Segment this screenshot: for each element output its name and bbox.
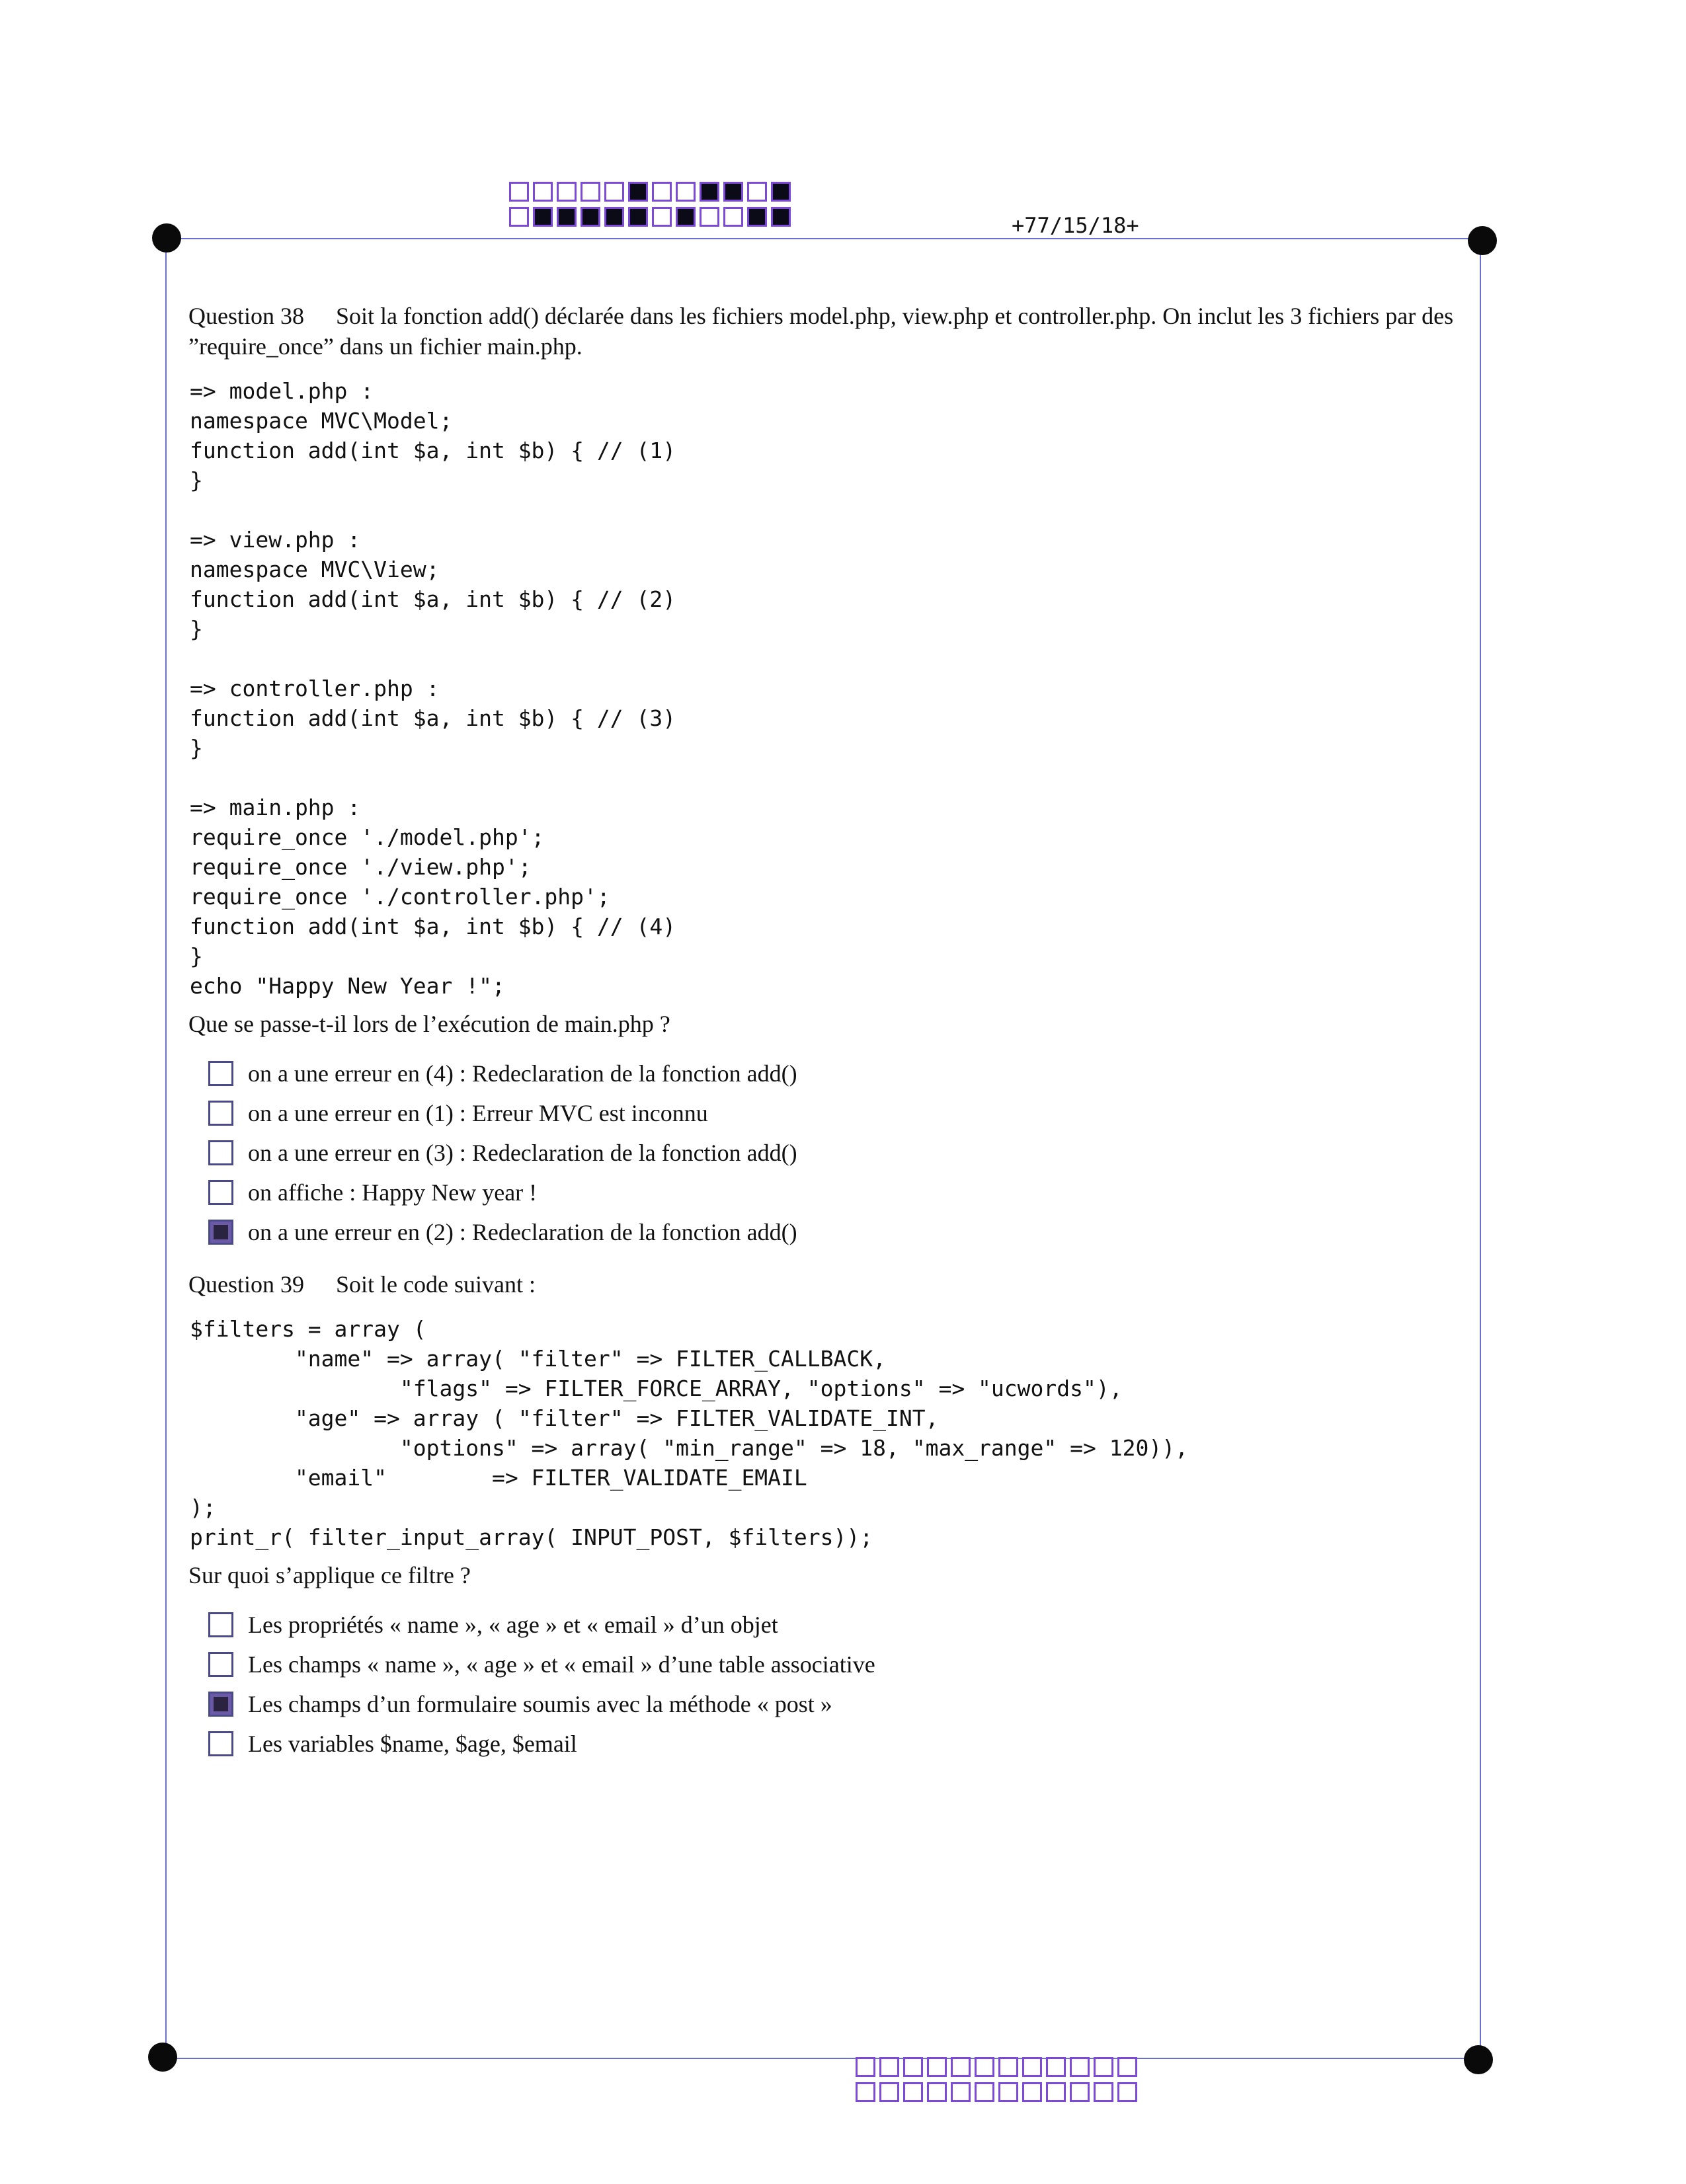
barcode-cell	[700, 182, 719, 202]
code-line: => view.php :	[190, 527, 361, 553]
answer-label: on a une erreur en (4) : Redeclaration de la fonction add()	[248, 1060, 797, 1087]
answer-option[interactable]	[208, 1133, 1474, 1173]
barcode-cell	[1094, 2057, 1113, 2077]
barcode-cell	[676, 182, 696, 202]
answer-checkbox[interactable]	[208, 1731, 233, 1756]
code-line: print_r( filter_input_array( INPUT_POST, $filters));	[190, 1524, 873, 1550]
answer-checkbox[interactable]	[208, 1652, 233, 1677]
barcode-cell	[1022, 2057, 1042, 2077]
barcode-row	[509, 182, 795, 202]
answer-label: Les champs « name », « age » et « email » d’une table associative	[248, 1651, 875, 1678]
barcode-row	[509, 207, 795, 227]
answer-checkbox[interactable]	[208, 1140, 233, 1165]
answer-option[interactable]	[208, 1093, 1474, 1133]
code-line: "flags" => FILTER_FORCE_ARRAY, "options" => "ucwords"),	[190, 1376, 1123, 1401]
answer-checkbox[interactable]	[208, 1612, 233, 1637]
answer-option[interactable]	[208, 1173, 1474, 1212]
barcode-cell	[652, 207, 672, 227]
code-line: => main.php :	[190, 795, 361, 820]
barcode-cell	[856, 2082, 875, 2102]
code-block	[190, 376, 1474, 1001]
answer-list	[188, 1054, 1474, 1252]
code-line: );	[190, 1495, 216, 1520]
questions-area	[188, 301, 1474, 1772]
barcode-cell	[856, 2057, 875, 2077]
barcode-cell	[747, 207, 767, 227]
answer-option[interactable]	[208, 1212, 1474, 1252]
code-line	[190, 495, 1474, 525]
answer-label: Les variables $name, $age, $email	[248, 1731, 577, 1757]
code-line: }	[190, 735, 203, 761]
code-line: echo "Happy New Year !";	[190, 973, 505, 999]
question-39	[188, 1269, 1474, 1764]
answer-label: on a une erreur en (2) : Redeclaration de la fonction add()	[248, 1219, 797, 1245]
answer-label: on a une erreur en (3) : Redeclaration de la fonction add()	[248, 1140, 797, 1166]
code-line: "email" => FILTER_VALIDATE_EMAIL	[190, 1465, 807, 1491]
barcode-cell	[604, 182, 624, 202]
question-prompt: Que se passe-t-il lors de l’exécution de main.php ?	[188, 1011, 670, 1037]
barcode-cell	[581, 182, 600, 202]
barcode-cell	[1117, 2057, 1137, 2077]
answer-label: on a une erreur en (1) : Erreur MVC est inconnu	[248, 1100, 708, 1126]
barcode-cell	[903, 2057, 923, 2077]
barcode-cell	[879, 2082, 899, 2102]
corner-marker-bottom-left	[148, 2043, 177, 2072]
answer-list	[188, 1605, 1474, 1764]
barcode-cell	[533, 182, 553, 202]
answer-checkbox[interactable]	[208, 1220, 233, 1245]
question-heading	[188, 1269, 1474, 1300]
corner-marker-bottom-right	[1464, 2045, 1493, 2074]
code-line: "age" => array ( "filter" => FILTER_VALIDATE_INT,	[190, 1405, 939, 1431]
answer-label: Les propriétés « name », « age » et « email » d’un objet	[248, 1612, 778, 1638]
barcode-cell	[557, 207, 577, 227]
barcode-cell	[509, 207, 529, 227]
code-line: namespace MVC\View;	[190, 557, 440, 582]
code-line: require_once './model.php';	[190, 824, 545, 850]
corner-marker-top-left	[152, 223, 181, 253]
question-prompt: Sur quoi s’applique ce filtre ?	[188, 1562, 471, 1588]
code-line: }	[190, 467, 203, 493]
question-text: Soit le code suivant :	[336, 1271, 536, 1298]
code-line: "name" => array( "filter" => FILTER_CALLBACK,	[190, 1346, 886, 1372]
answer-checkbox[interactable]	[208, 1180, 233, 1205]
answer-checkbox[interactable]	[208, 1692, 233, 1717]
barcode-cell	[509, 182, 529, 202]
code-line: "options" => array( "min_range" => 18, "max_range" => 120)),	[190, 1435, 1188, 1461]
code-block	[190, 1314, 1474, 1552]
barcode-cell	[581, 207, 600, 227]
code-line: function add(int $a, int $b) { // (3)	[190, 705, 676, 731]
barcode-cell	[1070, 2082, 1090, 2102]
question-number: Question 39	[188, 1271, 304, 1298]
question-38	[188, 301, 1474, 1252]
barcode-cell	[975, 2057, 994, 2077]
question-text: Soit la fonction add() déclarée dans les fichiers model.php, view.php et controller.php. On inclut les 3 fichiers par des ”require_once” dans un fichier main.php.	[188, 303, 1454, 360]
barcode-cell	[628, 182, 648, 202]
question-heading	[188, 301, 1474, 362]
barcode-cell	[676, 207, 696, 227]
question-number: Question 38	[188, 303, 304, 329]
barcode-cell	[652, 182, 672, 202]
answer-option[interactable]	[208, 1724, 1474, 1764]
code-line: function add(int $a, int $b) { // (4)	[190, 914, 676, 939]
code-line	[190, 763, 1474, 793]
barcode-cell	[771, 182, 791, 202]
barcode-cell	[604, 207, 624, 227]
barcode-cell	[533, 207, 553, 227]
barcode-cell	[1070, 2057, 1090, 2077]
barcode-cell	[628, 207, 648, 227]
code-line: function add(int $a, int $b) { // (1)	[190, 438, 676, 463]
barcode-row	[856, 2082, 1141, 2102]
barcode-row	[856, 2057, 1141, 2077]
barcode-cell	[903, 2082, 923, 2102]
barcode-cell	[998, 2057, 1018, 2077]
answer-option[interactable]	[208, 1645, 1474, 1684]
barcode-cell	[975, 2082, 994, 2102]
code-line: => model.php :	[190, 378, 374, 404]
code-line: require_once './controller.php';	[190, 884, 610, 910]
barcode-cell	[557, 182, 577, 202]
code-line: $filters = array (	[190, 1316, 426, 1342]
answer-label: on affiche : Happy New year !	[248, 1179, 538, 1206]
barcode-cell	[927, 2057, 947, 2077]
corner-marker-top-right	[1468, 226, 1497, 255]
barcode-cell	[700, 207, 719, 227]
code-line: => controller.php :	[190, 676, 440, 701]
code-line	[190, 644, 1474, 674]
answer-option[interactable]	[208, 1684, 1474, 1724]
barcode-bottom	[856, 2057, 1141, 2102]
page-id: +77/15/18+	[1012, 213, 1139, 238]
barcode-top	[509, 182, 795, 227]
code-line: namespace MVC\Model;	[190, 408, 453, 434]
answer-option[interactable]	[208, 1605, 1474, 1645]
barcode-cell	[1046, 2057, 1066, 2077]
barcode-cell	[998, 2082, 1018, 2102]
answer-checkbox[interactable]	[208, 1061, 233, 1086]
barcode-cell	[771, 207, 791, 227]
barcode-cell	[879, 2057, 899, 2077]
code-line: function add(int $a, int $b) { // (2)	[190, 586, 676, 612]
barcode-cell	[927, 2082, 947, 2102]
barcode-cell	[951, 2057, 971, 2077]
barcode-cell	[723, 182, 743, 202]
barcode-cell	[1094, 2082, 1113, 2102]
barcode-cell	[1117, 2082, 1137, 2102]
barcode-cell	[747, 182, 767, 202]
answer-option[interactable]	[208, 1054, 1474, 1093]
code-line: require_once './view.php';	[190, 854, 532, 880]
barcode-cell	[1046, 2082, 1066, 2102]
answer-label: Les champs d’un formulaire soumis avec la méthode « post »	[248, 1691, 832, 1717]
barcode-cell	[951, 2082, 971, 2102]
barcode-cell	[723, 207, 743, 227]
code-line: }	[190, 943, 203, 969]
code-line: }	[190, 616, 203, 642]
barcode-cell	[1022, 2082, 1042, 2102]
answer-checkbox[interactable]	[208, 1101, 233, 1126]
